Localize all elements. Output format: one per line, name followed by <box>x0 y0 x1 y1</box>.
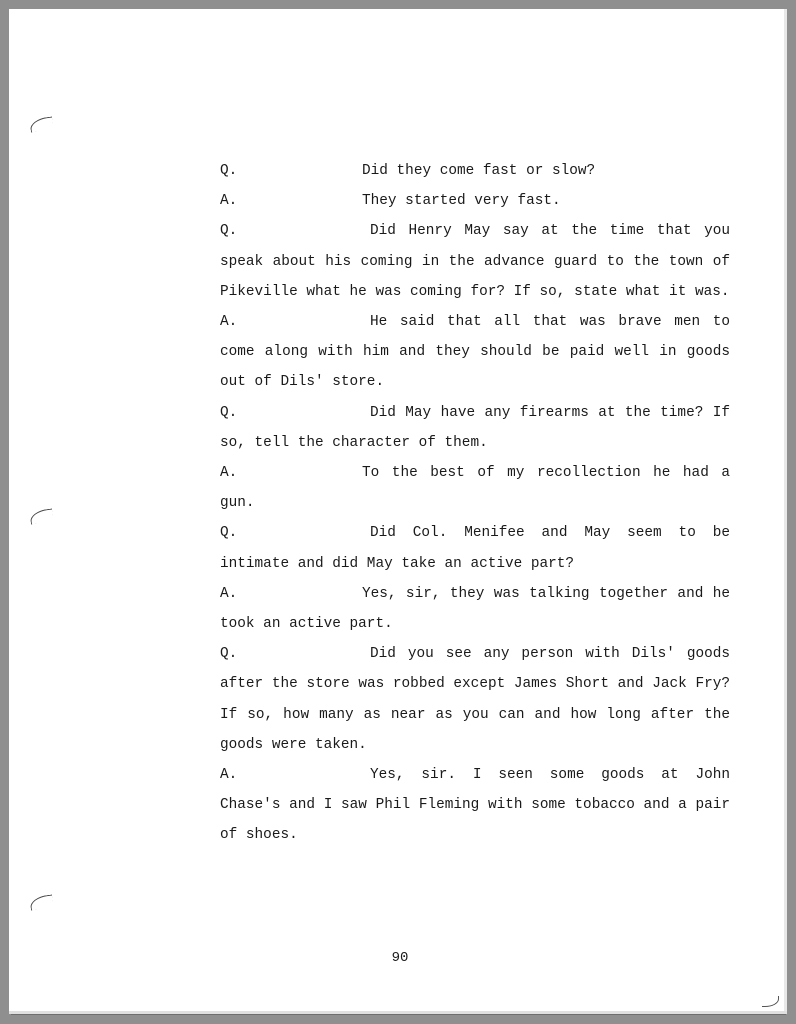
entry-text: Did they come fast or slow? <box>362 163 596 179</box>
entry-label: Q. <box>220 525 238 542</box>
entry-label: Q. <box>220 404 238 421</box>
transcript-entry <box>220 307 730 398</box>
transcript-entry <box>220 760 730 851</box>
entry-text: He said that all that was brave men to come along with him and they should be paid well in goods out of Dils' store. <box>220 314 730 391</box>
entry-label: Q. <box>220 163 238 179</box>
transcript-body <box>220 156 730 851</box>
entry-text: Yes, sir. I seen some goods at John Chase's and I saw Phil Fleming with some tobacco and a pair of shoes. <box>220 767 730 844</box>
transcript-entry <box>220 216 730 307</box>
transcript-entry <box>220 398 730 458</box>
transcript-entry <box>220 458 730 518</box>
transcript-entry <box>220 518 730 578</box>
entry-text: Did you see any person with Dils' goods after the store was robbed except James Short and Jack Fry? If so, how many as near as you can and how long after the goods were taken. <box>220 646 730 753</box>
entry-text: Did May have any firearms at the time? If so, tell the character of them. <box>220 404 730 451</box>
transcript-entry <box>220 186 730 216</box>
transcript-entry <box>220 579 730 639</box>
entry-label: A. <box>220 314 238 331</box>
page-number: 90 <box>391 950 409 966</box>
page-edge-right <box>784 9 787 1013</box>
entry-text: To the best of my recollection he had a gun. <box>220 465 730 512</box>
entry-label: Q. <box>220 646 238 663</box>
transcript-entry <box>220 639 730 760</box>
entry-text: Did Col. Menifee and May seem to be intimate and did May take an active part? <box>220 525 730 572</box>
entry-label: A. <box>220 465 238 482</box>
entry-label: A. <box>220 193 238 210</box>
entry-label: Q. <box>220 223 238 240</box>
entry-text: They started very fast. <box>362 193 561 210</box>
transcript-entry <box>220 156 730 186</box>
page-edge-bottom <box>9 1011 787 1014</box>
entry-text: Yes, sir, they was talking together and he took an active part. <box>220 585 730 633</box>
entry-text: Did Henry May say at the time that you speak about his coming in the advance guard to the town of Pikeville what he was coming for? If so, state what it was. <box>220 223 730 300</box>
entry-label: A. <box>220 585 238 602</box>
entry-label: A. <box>220 767 238 784</box>
